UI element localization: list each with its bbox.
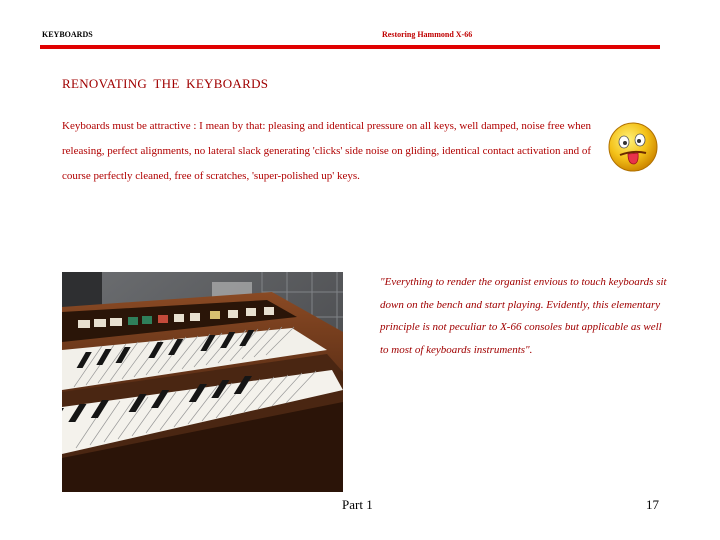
footer-part: Part 1 xyxy=(342,497,373,512)
body-paragraph: Keyboards must be attractive : I mean by that: pleasing and identical pressure on all keys, well damped, noise free when releasing, perfect alignments, no lateral slack generating 'clicks' side noise on gliding, identical contact activation and of course perfectly cleaned, free of scratches, 'super-polished up' keys. xyxy=(62,120,592,182)
quote-text: "Everything to render the organist envious to touch keyboards sit down on the bench and start playing. Evidently, this elementary principle is not peculiar to X-66 consoles but applicable as well to most of keyboards instruments". xyxy=(380,276,667,356)
page-title: RENOVATING THE KEYBOARDS xyxy=(62,76,269,91)
header-right: Restoring Hammond X-66 xyxy=(382,30,473,39)
tongue-out-smiley-icon xyxy=(606,120,660,174)
page-number: 17 xyxy=(646,497,659,512)
header-left: KEYBOARDS xyxy=(42,30,93,39)
organ-keyboards-photo xyxy=(62,272,343,492)
header-divider xyxy=(40,45,660,49)
